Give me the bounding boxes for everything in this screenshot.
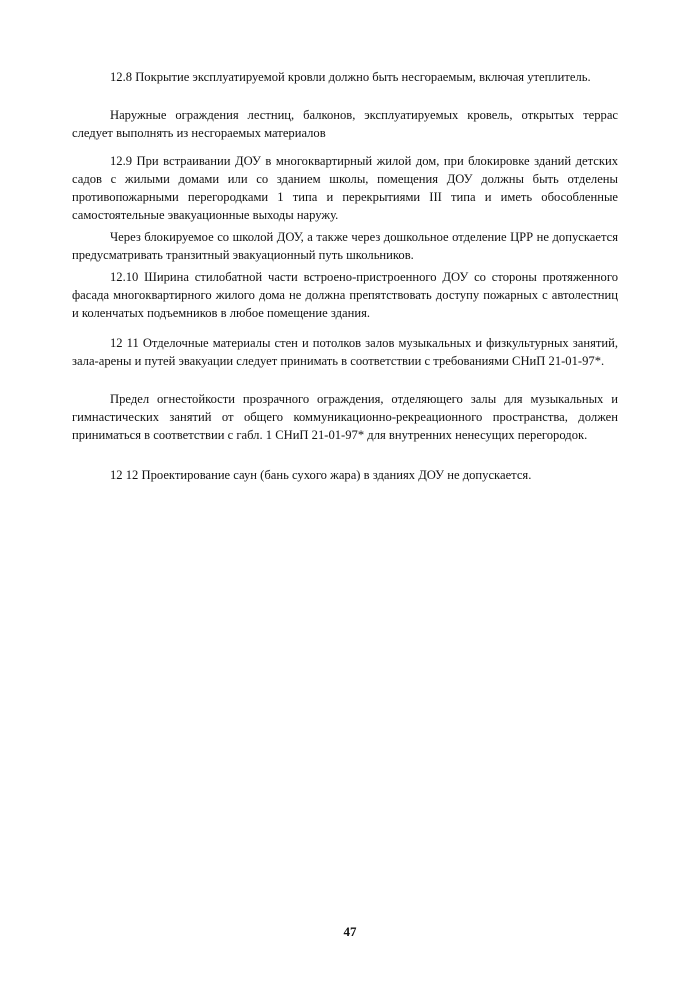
clause-12-12 (72, 466, 618, 484)
paragraph: Предел огнестойкости прозрачного ограждения, отделяющего залы для музыкальных и гимнастических занятий от общего коммуникационно-рекреационного пространства, должен приниматься в соответствии с габл. 1 СНиП 21-01-97* для внутренних ненесущих перегородок. (72, 392, 618, 442)
paragraph: 12.8 Покрытие эксплуатируемой кровли должно быть несгораемым, включая утеплитель. (110, 70, 591, 84)
paragraph: Через блокируемое со школой ДОУ, а также через дошкольное отделение ЦРР не допускается предусматривать транзитный эвакуационный путь школьников. (72, 230, 618, 262)
clause-12-10 (72, 268, 618, 322)
paragraph: Наружные ограждения лестниц, балконов, эксплуатируемых кровель, открытых террас следует выполнять из несгораемых материалов (72, 108, 618, 140)
page-number: 47 (343, 924, 357, 939)
paragraph: 12.9 При встраивании ДОУ в многоквартирный жилой дом, при блокировке зданий детских садов с жилыми домами или со зданием школы, помещения ДОУ должны быть отделены противопожарными перегородками 1 типа и перекрытиями III типа и иметь обособленные самостоятельные эвакуационные выходы наружу. (72, 154, 618, 222)
clause-12-9 (72, 152, 618, 224)
clause-12-9-continued (72, 228, 618, 264)
clause-12-11 (72, 334, 618, 370)
paragraph: 12 12 Проектирование саун (бань сухого жара) в зданиях ДОУ не допускается. (110, 468, 532, 482)
clause-12-11-continued (72, 390, 618, 444)
clause-12-8 (72, 68, 618, 86)
clause-12-8-continued (72, 106, 618, 142)
paragraph: 12 11 Отделочные материалы стен и потолков залов музыкальных и физкультурных занятий, зала-арены и путей эвакуации следует принимать в соответствии с требованиями СНиП 21-01-97*. (72, 336, 618, 368)
paragraph: 12.10 Ширина стилобатной части встроено-пристроенного ДОУ со стороны протяженного фасада многоквартирного жилого дома не должна препятствовать доступу пожарных с автолестниц и коленчатых подъемников в любое помещение здания. (72, 270, 618, 320)
